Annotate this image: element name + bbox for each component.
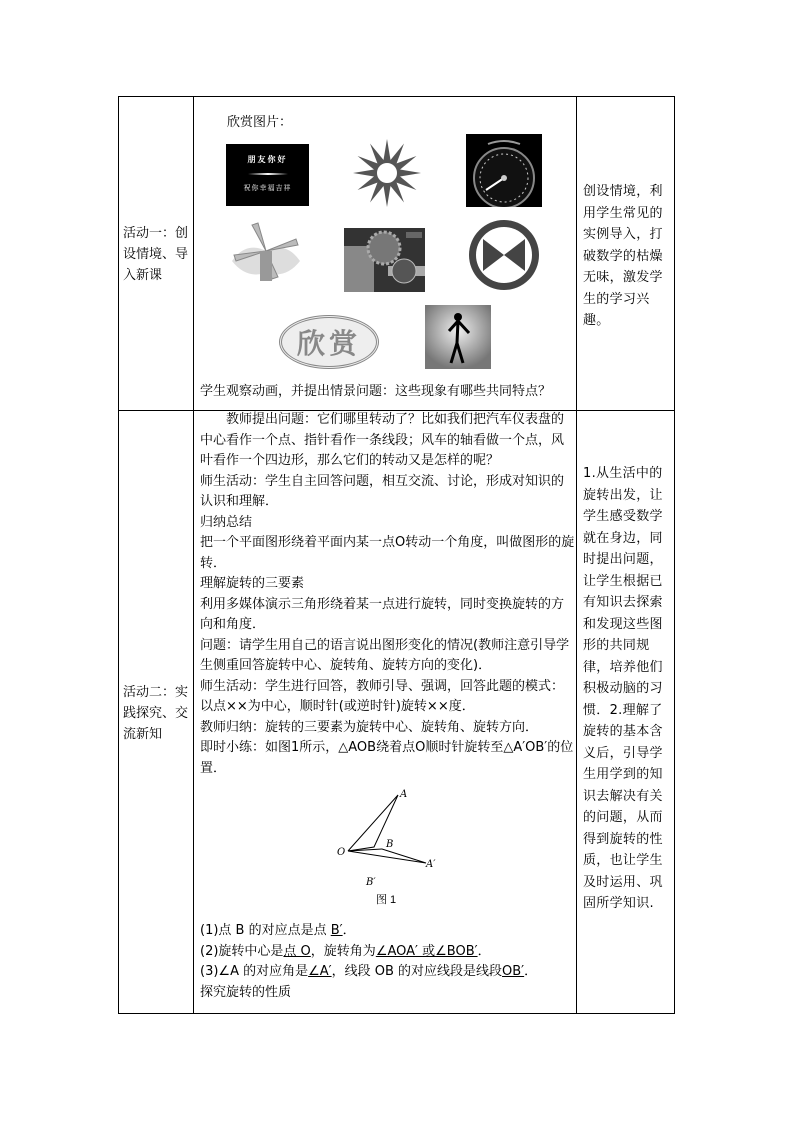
rotation-figure <box>334 767 444 907</box>
answer-3 <box>200 962 575 983</box>
answer-2-fill-2: ∠AOA′ 或∠BOB′ <box>375 943 478 959</box>
banner-text-2: 祝你幸福吉祥 <box>243 184 292 192</box>
multimedia-demo: 利用多媒体演示三角形绕着某一点进行旋转，同时变换旋转的方向和角度． <box>200 596 565 632</box>
scenario-question: 学生观察动画，并提出情景问题：这些现象有哪些共同特点？ <box>200 384 552 399</box>
answer-1-prompt: (1)点 B 的对应点是点 <box>200 923 331 938</box>
banner-streak <box>248 173 288 175</box>
heading-three-elements: 理解旋转的三要素 <box>200 576 305 591</box>
lesson-table <box>118 96 675 1014</box>
activity-2-label: 活动二：实践探究、交流新知 <box>123 685 189 742</box>
intro-text: 欣赏图片： <box>227 115 293 130</box>
answer-3-mid: ，线段 OB 的对应线段是线段 <box>331 964 503 979</box>
activity-2-note: 1.从生活中的旋转出发，让学生感受数学就在身边，同时提出问题，让学生根据已有知识去探索和发现这些图形的共同规律，培养他们积极动脑的习惯．2.理解了旋转的基本含义后，引导学生用学到的知识去解决有关的问题，从而得到旋转的性质，也让学生及时运用、巩固所学知识. <box>583 466 663 911</box>
teacher-conclusion: 教师归纳：旋转的三要素为旋转中心、旋转角、旋转方向． <box>200 719 539 735</box>
flower-image <box>349 137 425 209</box>
answer-2-prompt: (2)旋转中心是 <box>200 943 284 959</box>
teacher-student-activity-1: 师生活动：学生自主回答问题，相互交流、讨论，形成对知识的认识和理解． <box>200 473 565 509</box>
speedometer-image <box>466 134 542 207</box>
answer-2-mid: ，旋转角为 <box>310 943 376 959</box>
question-text: 问题：请学生用自己的语言说出图形变化的情况(教师注意引导学生侧重回答旋转中心、旋转角、旋转方向的变化)． <box>200 637 570 673</box>
activity-2-content <box>200 410 575 1003</box>
rotation-definition: 把一个平面图形绕着平面内某一点O转动一个角度，叫做图形的旋转． <box>200 535 575 571</box>
answer-1 <box>200 921 575 942</box>
answer-2-fill-1: 点 O <box>283 943 311 959</box>
silhouette-image <box>425 305 491 369</box>
quick-practice: 即时小练：如图1所示，△AOB绕着点O顺时针旋转至△A′OB′的位置． <box>200 740 574 776</box>
heading-summary: 归纳总结 <box>200 514 253 530</box>
answer-1-end: ． <box>342 923 356 938</box>
teacher-student-activity-2: 师生活动：学生进行回答，教师引导、强调，回答此题的模式：以点××为中心，顺时针(或逆时针)旋转××度． <box>200 678 565 714</box>
figure-caption: 图 1 <box>376 894 397 906</box>
column-divider <box>576 97 577 1013</box>
label-b-prime: B′ <box>366 877 376 888</box>
label-o: O <box>337 847 346 858</box>
label-a: A <box>400 789 408 800</box>
answer-3-fill-2: OB′ <box>502 964 525 979</box>
activity-1-note: 创设情境，利用学生常见的实例导入，打破数学的枯燥无味，激发学生的学习兴趣。 <box>583 184 663 328</box>
triangle-a-prime-ob-prime <box>348 849 426 863</box>
appreciate-image <box>279 315 379 369</box>
gear-machine-image <box>344 228 425 292</box>
banner-image <box>226 144 309 206</box>
activity-1-label: 活动一：创设情境、导入新课 <box>123 226 189 283</box>
heading-properties: 探究旋转的性质 <box>200 984 292 1000</box>
banner-text-1: 朋友你好 <box>247 155 288 164</box>
answer-3-fill-1: ∠A′ <box>308 964 332 979</box>
answer-3-end: ． <box>524 964 538 979</box>
teacher-question: 教师提出问题：它们哪里转动了？比如我们把汽车仪表盘的中心看作一个点、指针看作一条线段；风车的轴看做一个点，风叶看作一个四边形，那么它们的转动又是怎样的呢？ <box>200 412 565 468</box>
answer-2-end: ． <box>477 943 491 959</box>
label-b: B <box>386 839 394 850</box>
appreciate-text: 欣赏 <box>296 327 361 360</box>
logo-image <box>467 219 541 291</box>
answer-3-prompt: (3)∠A 的对应角是 <box>200 964 309 979</box>
answer-2 <box>200 942 575 963</box>
windmill-image <box>226 221 306 289</box>
label-a-prime: A′ <box>426 859 436 870</box>
answer-1-fill: B′ <box>330 923 343 938</box>
